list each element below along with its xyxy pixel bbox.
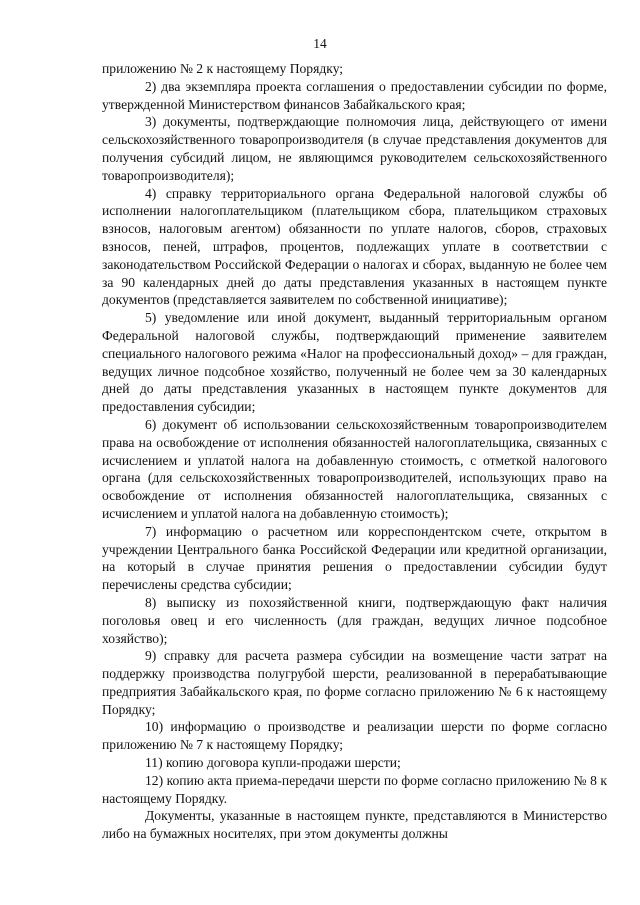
paragraph-item-10: 10) информацию о производстве и реализации шерсти по форме согласно приложению № 7 к настоящему Порядку; (102, 719, 607, 753)
paragraph-item-12: 12) копию акта приема-передачи шерсти по форме согласно приложению № 8 к настоящему Порядку. (102, 772, 607, 806)
paragraph-item-6: 6) документ об использовании сельскохозяйственным товаропроизводителем права на освобождение от исполнения обязанностей налогоплательщика, связанных с исчислением и уплатой налога на добавленную стоимость, с отметкой налогового органа (для сельскохозяйственных товаропроизводителей, использующих право на освобождение от исполнения обязанностей налогоплательщика, связанных с исчислением и уплатой налога на добавленную стоимость); (102, 416, 607, 521)
paragraph-item-4: 4) справку территориального органа Федеральной налоговой службы об исполнении налогоплательщиком (плательщиком сбора, плательщиком страховых взносов, налоговым агентом) обязанности по уплате налогов, сборов, страховых взносов, пеней, штрафов, процентов, подлежащих уплате в соответствии с законодательством Российской Федерации о налогах и сборах, выданную не более чем за 90 календарных дней до даты представления указанных в настоящем пункте документов (представляется заявителем по собственной инициативе); (102, 185, 607, 308)
paragraph-item-3: 3) документы, подтверждающие полномочия лица, действующего от имени сельскохозяйственного товаропроизводителя (в случае представления документов для получения субсидий лицом, не являющимся руководителем сельскохозяйственного товаропроизводителя); (102, 114, 607, 183)
paragraph-item-5: 5) уведомление или иной документ, выданный территориальным органом Федеральной налоговой службы, подтверждающий применение заявителем специального налогового режима «Налог на профессиональный доход» – для граждан, ведущих личное подсобное хозяйство, полученный не более чем за 30 календарных дней до даты представления указанных в настоящем пункте документов для предоставления субсидии; (102, 310, 607, 415)
page-number: 14 (313, 36, 327, 51)
paragraph-item-8: 8) выписку из похозяйственной книги, подтверждающую факт наличия поголовья овец и его численность (для граждан, ведущих личное подсобное хозяйство); (102, 594, 607, 646)
paragraph-closing: Документы, указанные в настоящем пункте, представляются в Министерство либо на бумажных носителях, при этом документы должны (102, 808, 607, 842)
paragraph-item-9: 9) справку для расчета размера субсидии на возмещение части затрат на поддержку производства полугрубой шерсти, реализованной в перерабатывающие предприятия Забайкальского края, по форме согласно приложению № 6 к настоящему Порядку; (102, 648, 607, 717)
document-body (102, 60, 607, 843)
paragraph-item-11: 11) копию договора купли-продажи шерсти; (145, 755, 401, 771)
paragraph-item-7: 7) информацию о расчетном или корреспондентском счете, открытом в учреждении Центрального банка Российской Федерации или кредитной организации, на который в случае принятия решения о предоставлении субсидии будут перечислены средства субсидии; (102, 523, 607, 593)
paragraph-item-2: 2) два экземпляра проекта соглашения о предоставлении субсидии по форме, утвержденной Министерством финансов Забайкальского края; (102, 78, 607, 112)
paragraph-continuation: приложению № 2 к настоящему Порядку; (102, 61, 344, 76)
